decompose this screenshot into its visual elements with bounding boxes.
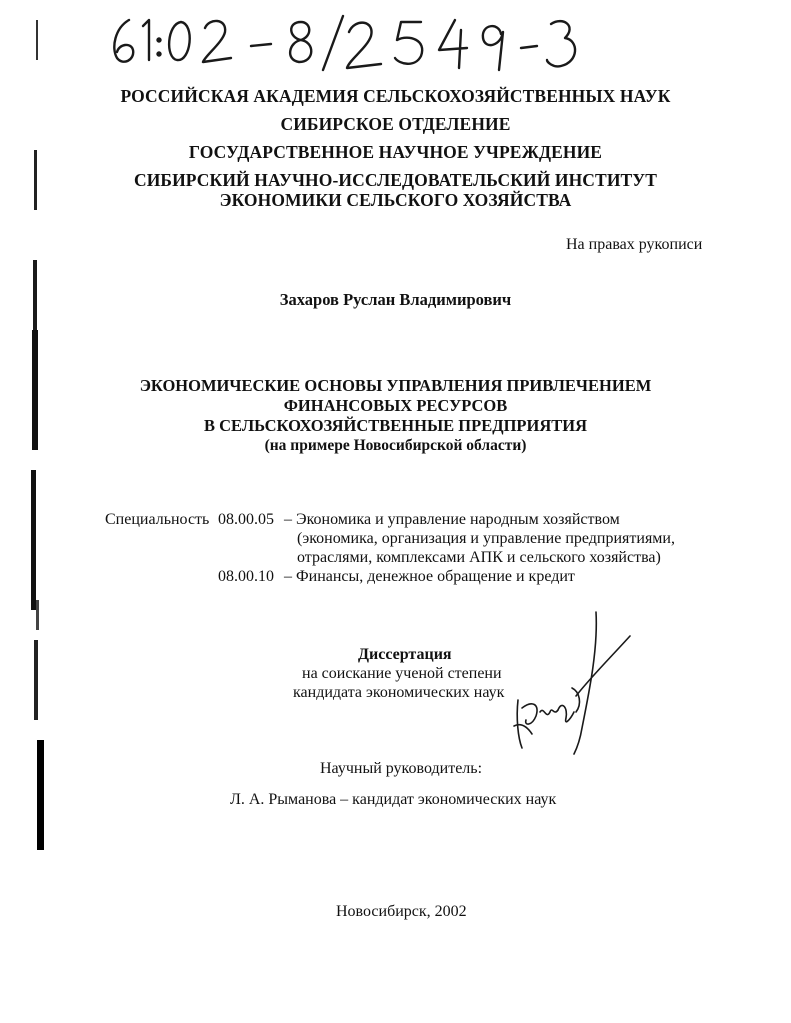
org-line-academy: РОССИЙСКАЯ АКАДЕМИЯ СЕЛЬСКОХОЗЯЙСТВЕННЫХ НАУК	[120, 86, 671, 106]
dissertation-line-2: кандидата экономических наук	[293, 684, 505, 701]
manuscript-note: На правах рукописи	[566, 236, 703, 253]
title-subtitle: (на примере Новосибирской области)	[264, 437, 527, 454]
specialty-1-line-2: (экономика, организация и управление предприятиями,	[297, 530, 675, 547]
org-line-institute-cont: ЭКОНОМИКИ СЕЛЬСКОГО ХОЗЯЙСТВА	[219, 190, 572, 210]
supervisor-name: Л. А. Рыманова – кандидат экономических наук	[230, 791, 557, 808]
handwritten-archive-code	[105, 10, 585, 80]
specialty-code-2: 08.00.10	[218, 568, 274, 585]
title-line-2: ФИНАНСОВЫХ РЕСУРСОВ	[283, 396, 508, 415]
signature	[510, 608, 640, 758]
specialty-code-1: 08.00.05	[218, 511, 274, 528]
dissertation-line-1: на соискание ученой степени	[302, 665, 502, 682]
title-line-1: ЭКОНОМИЧЕСКИЕ ОСНОВЫ УПРАВЛЕНИЯ ПРИВЛЕЧЕНИЕМ	[139, 376, 652, 395]
specialty-label: Специальность	[105, 511, 210, 528]
org-line-institution-type: ГОСУДАРСТВЕННОЕ НАУЧНОЕ УЧРЕЖДЕНИЕ	[188, 142, 603, 162]
title-line-3: В СЕЛЬСКОХОЗЯЙСТВЕННЫЕ ПРЕДПРИЯТИЯ	[203, 416, 587, 435]
dissertation-heading: Диссертация	[358, 646, 452, 663]
supervisor-label: Научный руководитель:	[320, 760, 483, 777]
org-line-institute: СИБИРСКИЙ НАУЧНО-ИССЛЕДОВАТЕЛЬСКИЙ ИНСТИТУТ	[133, 170, 658, 190]
specialty-1-line-3: отраслями, комплексами АПК и сельского хозяйства)	[297, 549, 661, 566]
specialty-1-line-1: – Экономика и управление народным хозяйством	[284, 511, 620, 528]
org-line-branch: СИБИРСКОЕ ОТДЕЛЕНИЕ	[280, 114, 511, 134]
city-year: Новосибирск, 2002	[336, 903, 467, 920]
author-name: Захаров Руслан Владимирович	[279, 290, 512, 309]
specialty-2-line-1: – Финансы, денежное обращение и кредит	[284, 568, 575, 585]
